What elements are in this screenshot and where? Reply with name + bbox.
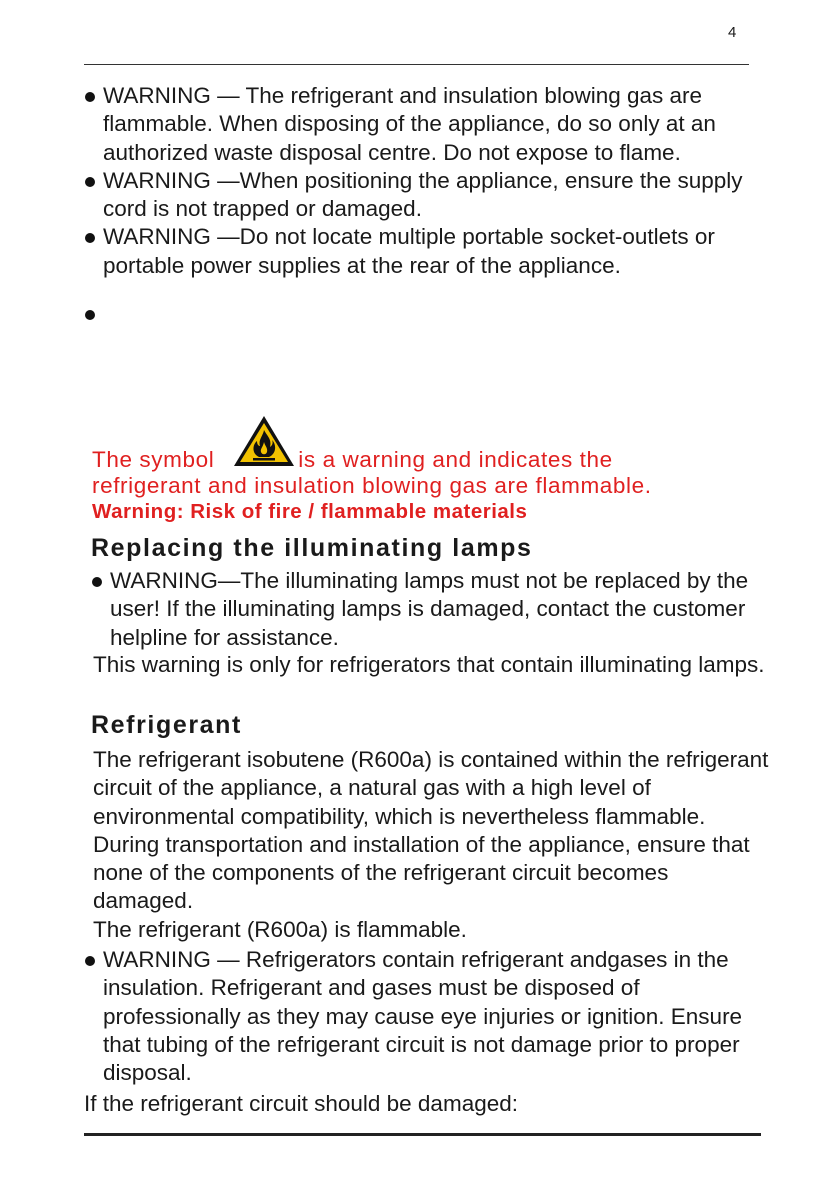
symbol-text-before: The symbol xyxy=(92,447,215,472)
warning-text: WARNING —Do not locate multiple portable socket-outlets or portable power supplies at the rear of the appliance. xyxy=(103,224,715,278)
lamps-warning-text: WARNING—The illuminating lamps must not be replaced by the user! If the illuminating lamps is damaged, contact the customer helpline for assistance. xyxy=(110,568,749,650)
refrigerant-warning-text: WARNING — Refrigerators contain refrigerant andgases in the insulation. Refrigerant and gases must be disposed of professionally as they may cause eye injuries or ignition. Ensure that tubing of the refrigerant circuit is not damage prior to proper disposal. xyxy=(103,947,743,1086)
bullet-dot xyxy=(85,177,95,187)
symbol-notice-line2: refrigerant and insulation blowing gas are flammable. xyxy=(92,473,652,498)
list-item xyxy=(84,223,764,280)
page-number: 4 xyxy=(728,24,737,41)
symbol-text-after: is a warning and indicates the xyxy=(298,447,613,472)
warning-list xyxy=(84,82,764,280)
lamps-note: This warning is only for refrigerators that contain illuminating lamps. xyxy=(93,652,765,677)
bullet-dot xyxy=(85,956,95,966)
refrigerant-flammable-note: The refrigerant (R600a) is flammable. xyxy=(93,917,467,942)
closing-line: If the refrigerant circuit should be damaged: xyxy=(84,1091,518,1116)
lamps-heading: Replacing the illuminating lamps xyxy=(91,534,533,562)
fire-risk-warning: Warning: Risk of fire / flammable materials xyxy=(92,500,528,523)
lamps-warning xyxy=(91,567,771,652)
symbol-notice-line xyxy=(92,447,613,473)
warning-text: WARNING —When positioning the appliance, ensure the supply cord is not trapped or damaged. xyxy=(103,167,743,222)
list-item xyxy=(84,82,764,167)
header-divider xyxy=(84,64,749,65)
bullet-dot xyxy=(85,92,95,102)
bullet-dot xyxy=(92,577,102,587)
refrigerant-warning xyxy=(84,946,764,1087)
list-item xyxy=(91,567,771,652)
list-item xyxy=(84,946,764,1087)
list-item xyxy=(84,167,764,224)
refrigerant-heading: Refrigerant xyxy=(91,711,242,739)
refrigerant-paragraph: The refrigerant isobutene (R600a) is contained within the refrigerant circuit of the appliance, a natural gas with a high level of environmental compatibility, which is nevertheless flammable. During transportation and installation of the appliance, ensure that none of the components of the refrigerant circuit becomes damaged. xyxy=(93,747,769,914)
empty-bullet-dot xyxy=(85,310,95,320)
footer-divider xyxy=(84,1133,761,1136)
warning-text: WARNING — The refrigerant and insulation blowing gas are flammable. When disposing of the appliance, do so only at an authorized waste disposal centre. Do not expose to flame. xyxy=(103,83,716,165)
bullet-dot xyxy=(85,233,95,243)
